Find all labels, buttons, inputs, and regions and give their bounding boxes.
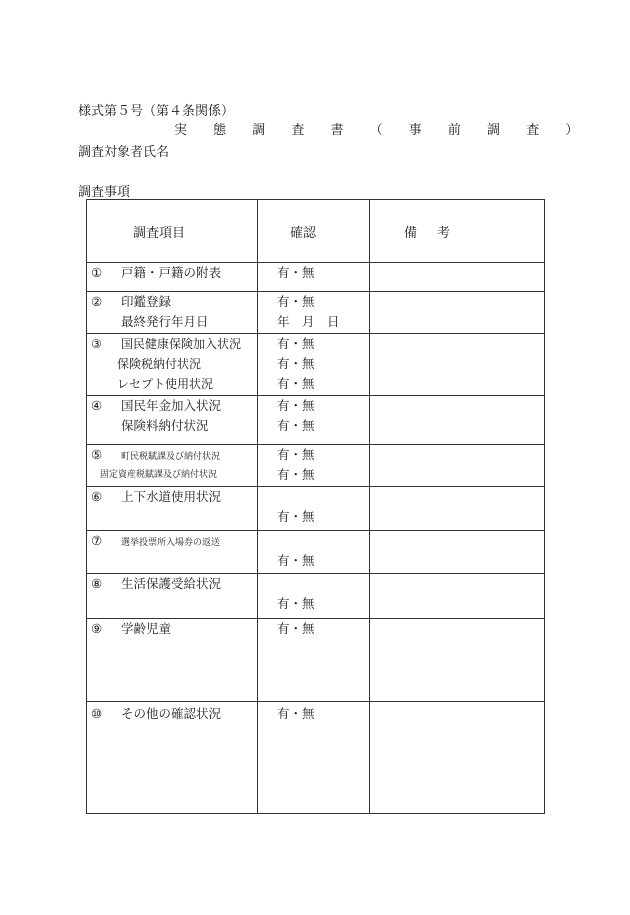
table-row: [87, 292, 545, 334]
confirm-text: 有・無: [277, 621, 315, 636]
item-number: ③: [91, 337, 102, 351]
item-text: 戸籍・戸籍の附表: [121, 265, 222, 280]
item-subtext: 保険税納付状況: [117, 357, 202, 371]
remarks-cell[interactable]: [370, 334, 545, 396]
item-cell: [87, 619, 258, 702]
confirm-text: 有・無: [277, 294, 315, 309]
header-remarks: 備考: [370, 200, 545, 263]
table-row: [87, 487, 545, 531]
item-text: 印鑑登録: [121, 294, 172, 309]
item-cell: [87, 445, 258, 487]
header-confirm: 確認: [258, 200, 370, 263]
confirm-cell[interactable]: [258, 292, 370, 334]
item-cell: [87, 292, 258, 334]
document-title: 実 態 調 査 書 （ 事 前 調 査 ）: [174, 123, 590, 138]
item-number: ⑧: [91, 576, 103, 591]
item-cell: [87, 702, 258, 814]
confirm-cell[interactable]: [258, 702, 370, 814]
table-row: [87, 702, 545, 814]
remarks-cell[interactable]: [370, 263, 545, 292]
table-row: [87, 334, 545, 396]
confirm-cell[interactable]: [258, 531, 370, 574]
remarks-cell[interactable]: [370, 619, 545, 702]
confirm-text: 有・無: [277, 376, 315, 391]
item-text: 国民健康保険加入状況: [121, 337, 242, 351]
confirm-date: 年 月 日: [277, 314, 340, 329]
item-subtext: 最終発行年月日: [121, 314, 209, 329]
confirm-text: 有・無: [277, 336, 315, 351]
item-text: その他の確認状況: [121, 706, 222, 721]
remarks-cell[interactable]: [370, 574, 545, 619]
item-cell: [87, 263, 258, 292]
item-cell: [87, 531, 258, 574]
item-number: ⑤: [91, 447, 103, 462]
confirm-cell[interactable]: [258, 263, 370, 292]
item-text: 国民年金加入状況: [121, 398, 222, 413]
confirm-text: 有・無: [277, 356, 315, 371]
section-label: 調査事項: [78, 185, 131, 200]
item-number: ②: [91, 294, 103, 309]
confirm-text: 有・無: [277, 398, 315, 413]
item-cell: [87, 334, 258, 396]
remarks-cell[interactable]: [370, 445, 545, 487]
header-item: 調査項目: [87, 200, 258, 263]
confirm-text: 有・無: [277, 265, 315, 280]
subject-name-label: 調査対象者氏名: [78, 145, 170, 160]
item-number: ①: [91, 265, 103, 280]
item-subtext: レセプト使用状況: [117, 377, 214, 391]
table-row: [87, 445, 545, 487]
confirm-cell[interactable]: [258, 334, 370, 396]
item-text: 生活保護受給状況: [121, 576, 222, 591]
confirm-text: 有・無: [277, 467, 315, 482]
item-number: ⑦: [91, 533, 103, 548]
item-number: ⑨: [91, 621, 103, 636]
remarks-cell[interactable]: [370, 292, 545, 334]
confirm-cell[interactable]: [258, 619, 370, 702]
item-number: ④: [91, 398, 103, 413]
remarks-cell[interactable]: [370, 531, 545, 574]
confirm-cell[interactable]: [258, 445, 370, 487]
item-subtext: 保険料納付状況: [121, 418, 209, 433]
confirm-text: 有・無: [277, 447, 315, 462]
table-row: [87, 574, 545, 619]
item-cell: [87, 396, 258, 445]
item-cell: [87, 487, 258, 531]
table-row: [87, 531, 545, 574]
item-text: 選挙投票所入場券の返送: [121, 538, 221, 548]
table-row: [87, 396, 545, 445]
item-text: 学齢児童: [121, 621, 172, 636]
confirm-text: 有・無: [277, 418, 315, 433]
confirm-text: 有・無: [277, 553, 315, 568]
confirm-text: 有・無: [277, 706, 315, 721]
survey-table: [86, 199, 545, 814]
remarks-cell[interactable]: [370, 487, 545, 531]
confirm-cell[interactable]: [258, 574, 370, 619]
item-text: 町民税賦課及び納付状況: [121, 452, 221, 462]
remarks-cell[interactable]: [370, 702, 545, 814]
confirm-cell[interactable]: [258, 396, 370, 445]
remarks-cell[interactable]: [370, 396, 545, 445]
confirm-cell[interactable]: [258, 487, 370, 531]
table-row: [87, 263, 545, 292]
item-subtext: 固定資産税賦課及び納付状況: [100, 470, 218, 480]
item-number: ⑩: [91, 706, 103, 721]
form-number-header: 様式第５号（第４条関係）: [78, 104, 235, 119]
header-row: [87, 200, 545, 263]
item-text: 上下水道使用状況: [121, 489, 222, 504]
table-row: [87, 619, 545, 702]
item-cell: [87, 574, 258, 619]
confirm-text: 有・無: [277, 509, 315, 524]
confirm-text: 有・無: [277, 596, 315, 611]
item-number: ⑥: [91, 489, 103, 504]
